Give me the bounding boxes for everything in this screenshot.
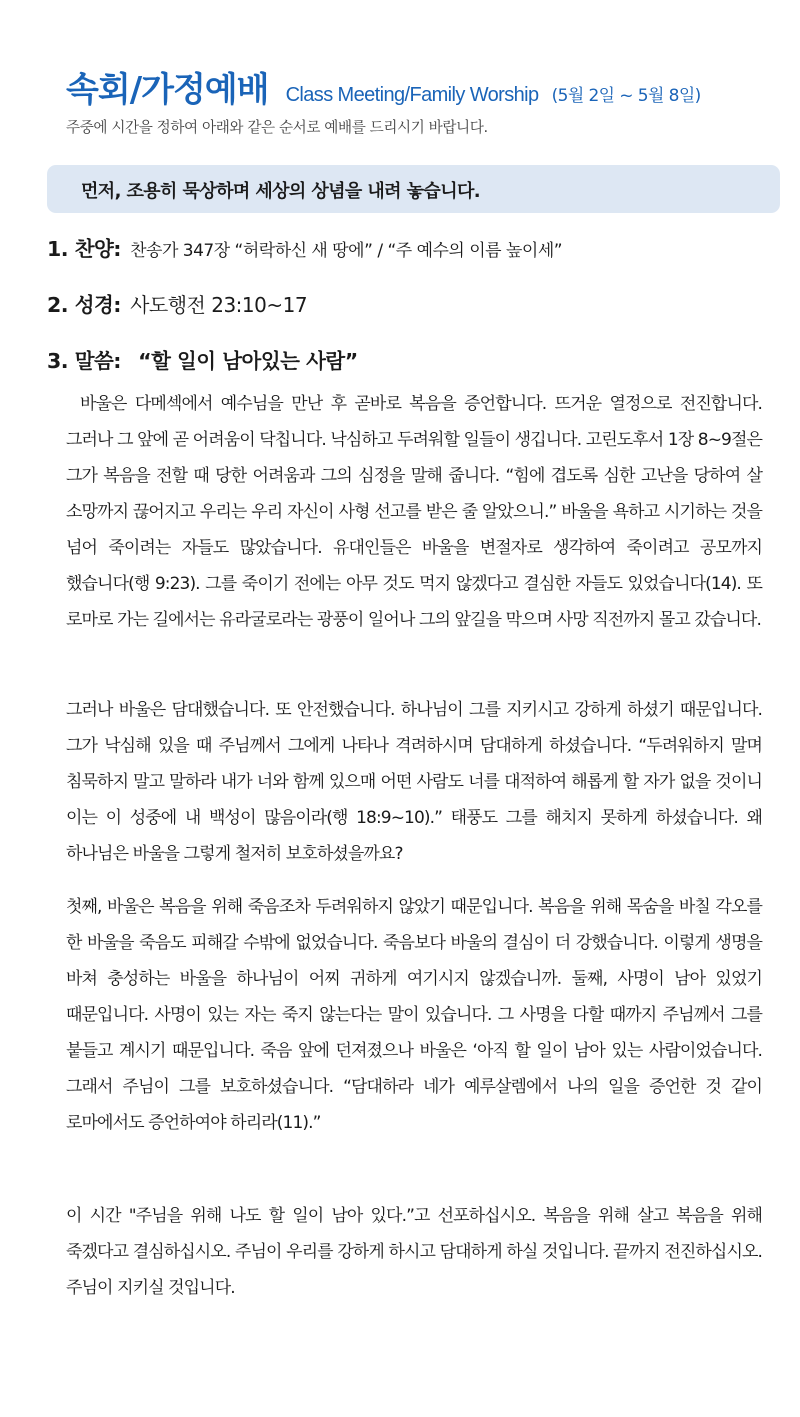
page-title: 속회/가정예배 xyxy=(66,70,269,110)
page-title-english: Class Meeting/Family Worship xyxy=(285,84,539,106)
callout-text: 먼저, 조용히 묵상하며 세상의 상념을 내려 놓습니다. xyxy=(81,181,481,202)
page-header xyxy=(66,62,701,111)
sermon-paragraph: 그러나 바울은 담대했습니다. 또 안전했습니다. 하나님이 그를 지키시고 강하게 하셨기 때문입니다. 그가 낙심해 있을 때 주님께서 그에게 나타나 격려하시며 담대하게 하셨습니다. “두려워하지 말며 침묵하지 말고 말하라 내가 너와 함께 있으매 어떤 사람도 너를 대적하여 해롭게 할 자가 없을 것이니 이는 이 성중에 내 백성이 많음이라(행 18:9~10).” 태풍도 그를 해치지 못하게 하셨습니다. 왜 하나님은 바울을 그렇게 철저히 보호하셨을까요? xyxy=(66,700,762,864)
sermon-paragraph: 바울은 다메섹에서 예수님을 만난 후 곧바로 복음을 증언합니다. 뜨거운 열정으로 전진합니다. 그러나 그 앞에 곧 어려움이 닥칩니다. 낙심하고 두려워할 일들이 생깁니다. 고린도후서 1장 8~9절은 그가 복음을 전할 때 당한 어려움과 그의 심정을 말해 줍니다. “힘에 겹도록 심한 고난을 당하여 살 소망까지 끊어지고 우리는 우리 자신이 사형 선고를 받은 줄 알았으니.” 바울을 욕하고 시기하는 것을 넘어 죽이려는 자들도 많았습니다. 유대인들은 바울을 변절자로 생각하여 죽이려고 공모까지 했습니다(행 9:23). 그를 죽이기 전에는 아무 것도 먹지 않겠다고 결심한 자들도 있었습니다(14). 또 로마로 가는 길에서는 유라굴로라는 광풍이 일어나 그의 앞길을 막으며 사망 직전까지 몰고 갔습니다. xyxy=(66,394,762,630)
item-label: 1. 찬양: xyxy=(47,237,121,261)
sermon-paragraph: 첫째, 바울은 복음을 위해 죽음조차 두려워하지 않았기 때문입니다. 복음을 위해 목숨을 바칠 각오를 한 바울을 죽음도 피해갈 수밖에 없었습니다. 죽음보다 바울의 결심이 더 강했습니다. 이렇게 생명을 바쳐 충성하는 바울을 하나님이 어찌 귀하게 여기시지 않겠습니까. 둘째, 사명이 남아 있었기 때문입니다. 사명이 있는 자는 죽지 않는다는 말이 있습니다. 그 사명을 다할 때까지 주님께서 그를 붙들고 계시기 때문입니다. 죽음 앞에 던져졌으나 바울은 ‘아직 할 일이 남아 있는 사람이었습니다. 그래서 주님이 그를 보호하셨습니다. “담대하라 네가 예루살렘에서 나의 일을 증언한 것 같이 로마에서도 증언하여야 하리라(11).” xyxy=(66,897,762,1133)
order-item-scripture xyxy=(47,288,307,318)
order-item-hymn xyxy=(47,232,562,262)
page-subtitle: 주중에 시간을 정하여 아래와 같은 순서로 예배를 드리시기 바랍니다. xyxy=(66,119,488,136)
item-label: 2. 성경: xyxy=(47,293,121,317)
date-range: (5월 2일 ~ 5월 8일) xyxy=(551,86,701,106)
order-item-sermon xyxy=(47,344,358,374)
item-value: 사도행전 23:10~17 xyxy=(130,293,308,317)
meditation-callout xyxy=(47,165,780,213)
sermon-paragraph: 이 시간 "주님을 위해 나도 할 일이 남아 있다.”고 선포하십시오. 복음을 위해 살고 복음을 위해 죽겠다고 결심하십시오. 주님이 우리를 강하게 하시고 담대하게 하실 것입니다. 끝까지 전진하십시오. 주님이 지키실 것입니다. xyxy=(66,1206,762,1298)
sermon-title: “할 일이 남아있는 사람” xyxy=(138,349,358,373)
item-value: 찬송가 347장 “허락하신 새 땅에” / “주 예수의 이름 높이세” xyxy=(130,241,563,261)
item-label: 3. 말씀: xyxy=(47,349,121,373)
